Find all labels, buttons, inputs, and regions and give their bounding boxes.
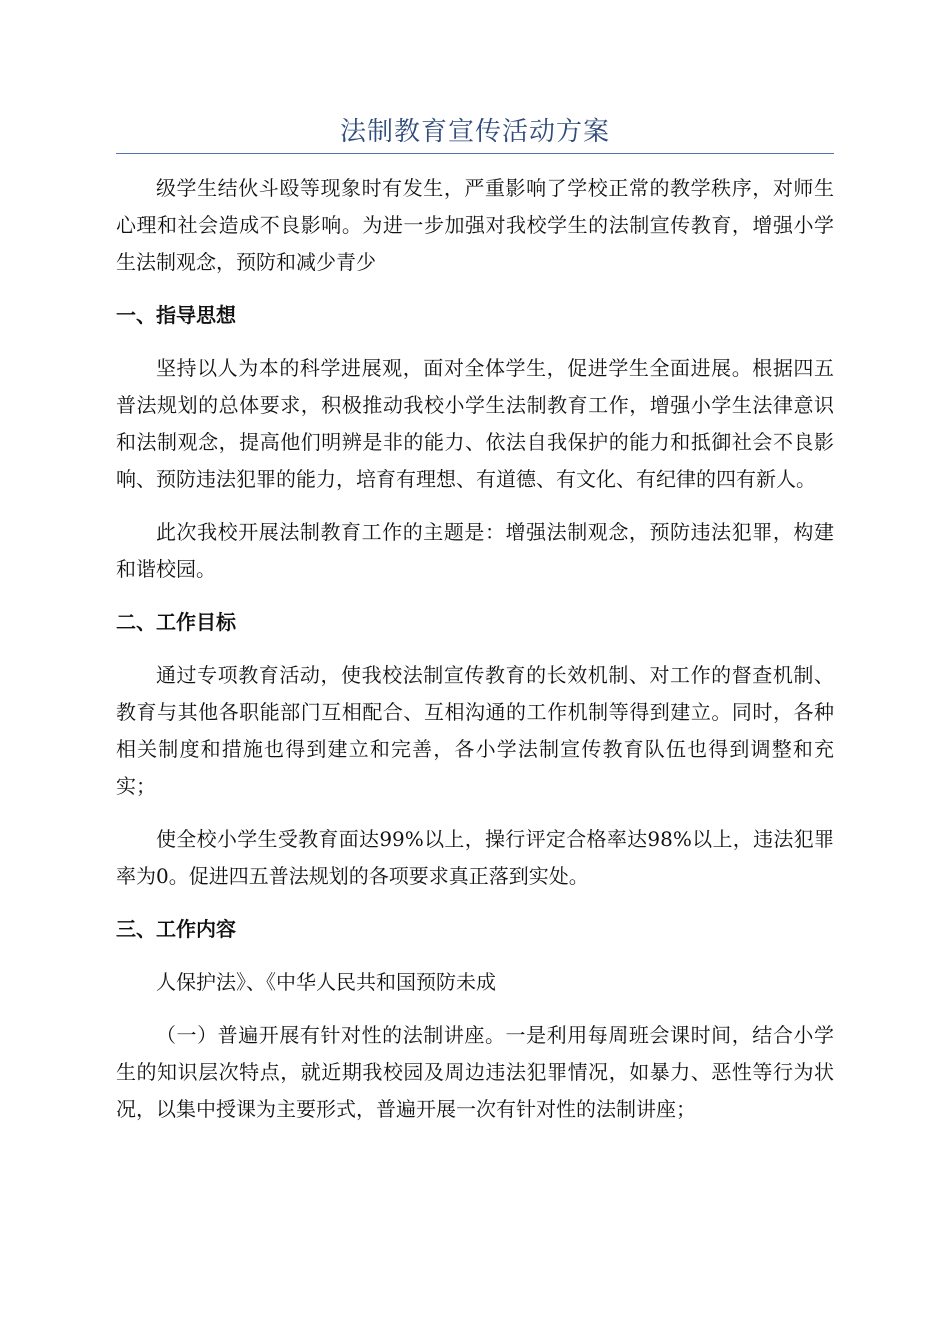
section-heading-guiding-ideology: 一、指导思想 — [116, 303, 236, 327]
intro-paragraph: 级学生结伙斗殴等现象时有发生，严重影响了学校正常的教学秩序，对师生心理和社会造成不良影响。为进一步加强对我校学生的法制宣传教育，增强小学生法制观念，预防和减少青少 — [116, 176, 834, 274]
body-paragraph: 使全校小学生受教育面达99%以上，操行评定合格率达98%以上，违法犯罪率为0。促进四五普法规划的各项要求真正落到实处。 — [116, 827, 834, 888]
document-title: 法制教育宣传活动方案 — [339, 117, 610, 147]
section-heading-work-content: 三、工作内容 — [116, 917, 236, 941]
body-paragraph: （一）普遍开展有针对性的法制讲座。一是利用每周班会课时间，结合小学生的知识层次特点，就近期我校园及周边违法犯罪情况，如暴力、恶性等行为状况，以集中授课为主要形式，普遍开展一次有针对性的法制讲座； — [116, 1023, 834, 1121]
body-paragraph: 坚持以人为本的科学进展观，面对全体学生，促进学生全面进展。根据四五普法规划的总体要求，积极推动我校小学生法制教育工作，增强小学生法律意识和法制观念，提高他们明辨是非的能力、依法自我保护的能力和抵御社会不良影响、预防违法犯罪的能力，培育有理想、有道德、有文化、有纪律的四有新人。 — [116, 356, 834, 491]
section-heading-work-goals: 二、工作目标 — [116, 610, 236, 634]
document-body — [116, 170, 834, 1144]
body-paragraph: 通过专项教育活动，使我校法制宣传教育的长效机制、对工作的督查机制、教育与其他各职能部门互相配合、互相沟通的工作机制等得到建立。同时，各种相关制度和措施也得到建立和完善，各小学法制宣传教育队伍也得到调整和充实； — [116, 663, 834, 798]
body-paragraph: 此次我校开展法制教育工作的主题是：增强法制观念，预防违法犯罪，构建和谐校园。 — [116, 520, 834, 581]
body-paragraph: 人保护法》、《中华人民共和国预防未成 — [156, 970, 496, 994]
title-underline — [116, 153, 834, 154]
